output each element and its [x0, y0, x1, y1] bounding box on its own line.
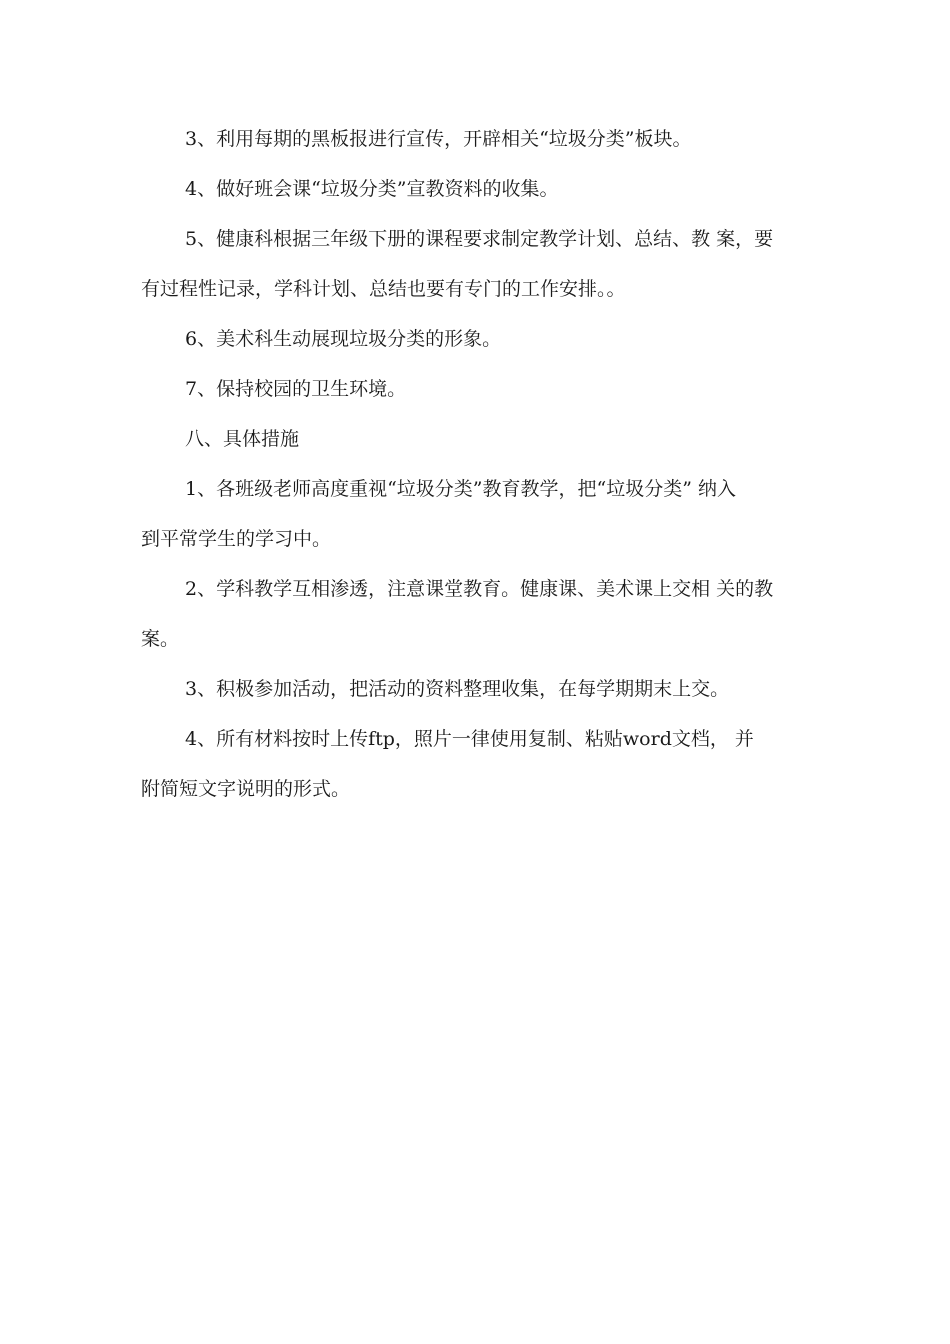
paragraph-line: 4、所有材料按时上传ftp，照片一律使用复制、粘贴word文档， 并 [185, 728, 754, 750]
paragraph-line: 3、积极参加活动，把活动的资料整理收集，在每学期期末上交。 [185, 678, 730, 700]
paragraph-line: 案。 [141, 628, 180, 650]
paragraph-line: 2、学科教学互相渗透，注意课堂教育。健康课、美术课上交相 关的教 [185, 578, 774, 600]
section-heading: 八、具体措施 [185, 428, 300, 450]
paragraph-line: 附简短文字说明的形式。 [141, 778, 351, 800]
paragraph-line: 1、各班级老师高度重视“垃圾分类”教育教学，把“垃圾分类” 纳入 [185, 478, 736, 500]
paragraph-line: 4、做好班会课“垃圾分类”宣教资料的收集。 [185, 178, 559, 200]
paragraph-line: 3、利用每期的黑板报进行宣传，开辟相关“垃圾分类”板块。 [185, 128, 692, 150]
paragraph-line: 7、保持校园的卫生环境。 [185, 378, 407, 400]
paragraph-line: 到平常学生的学习中。 [141, 528, 332, 550]
paragraph-line: 5、健康科根据三年级下册的课程要求制定教学计划、总结、教 案，要 [185, 228, 774, 250]
paragraph-line: 有过程性记录，学科计划、总结也要有专门的工作安排。。 [141, 278, 626, 300]
document-body [141, 124, 817, 824]
paragraph-line: 6、美术科生动展现垃圾分类的形象。 [185, 328, 502, 350]
